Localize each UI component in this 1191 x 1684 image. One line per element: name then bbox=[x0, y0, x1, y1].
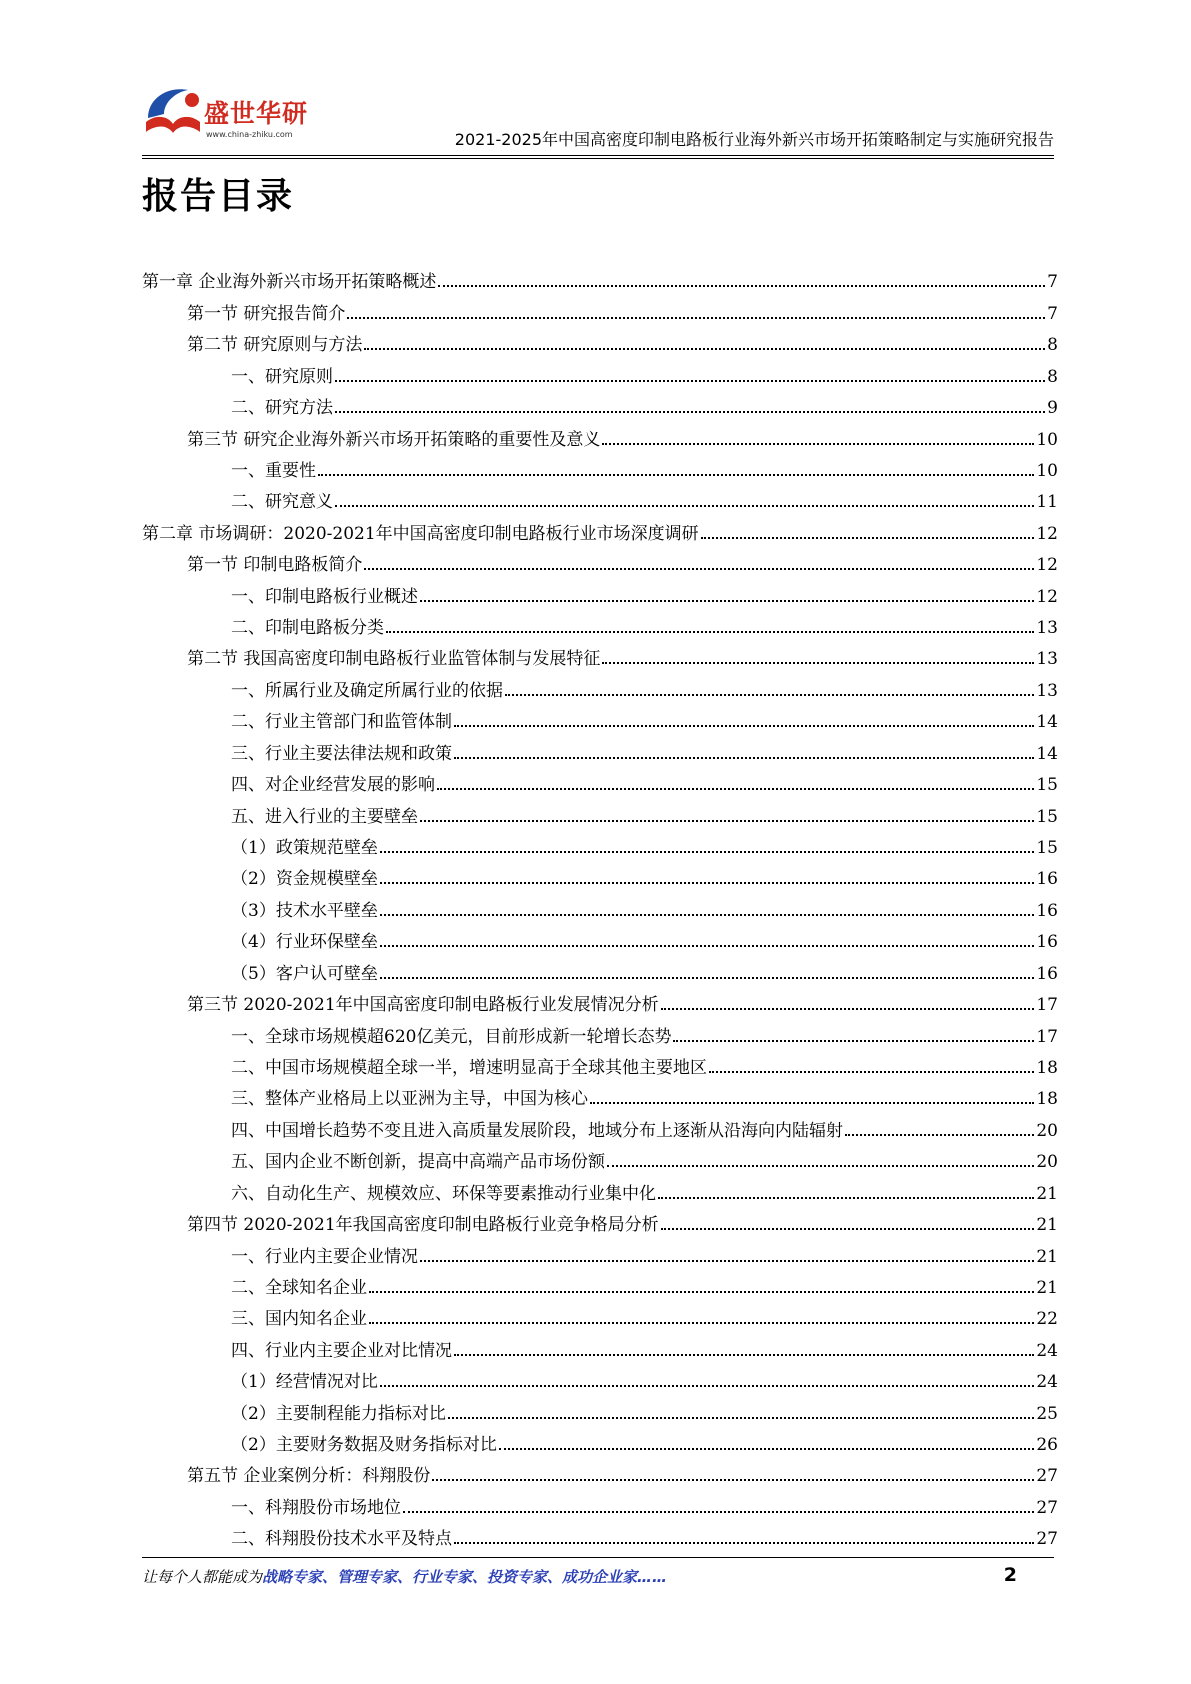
toc-dot-leader bbox=[369, 1291, 1034, 1293]
toc-entry[interactable] bbox=[142, 576, 1058, 607]
toc-entry-label: 第二节 我国高密度印制电路板行业监管体制与发展特征 bbox=[187, 649, 601, 670]
toc-entry-page: 21 bbox=[1036, 1246, 1058, 1267]
toc-entry[interactable] bbox=[142, 1016, 1058, 1047]
toc-entry-label: 二、研究方法 bbox=[231, 398, 333, 419]
toc-entry-page: 11 bbox=[1036, 492, 1058, 513]
toc-entry[interactable] bbox=[142, 733, 1058, 764]
toc-entry[interactable] bbox=[142, 1048, 1058, 1079]
page-footer bbox=[142, 1566, 1054, 1592]
toc-entry-label: 一、科翔股份市场地位 bbox=[231, 1497, 401, 1518]
toc-dot-leader bbox=[590, 1102, 1034, 1104]
logo-brand-name: 盛世华研 bbox=[204, 99, 309, 128]
header-divider-thin bbox=[142, 158, 1054, 159]
toc-entry-page: 15 bbox=[1036, 775, 1058, 796]
toc-entry[interactable] bbox=[142, 608, 1058, 639]
page-header bbox=[142, 80, 1054, 152]
toc-entry[interactable] bbox=[142, 356, 1058, 387]
toc-entry-page: 10 bbox=[1036, 429, 1058, 450]
toc-entry-page: 16 bbox=[1036, 900, 1058, 921]
toc-entry-page: 8 bbox=[1047, 335, 1058, 356]
toc-entry-page: 26 bbox=[1036, 1435, 1058, 1456]
toc-entry-label: 五、国内企业不断创新，提高中高端产品市场份额 bbox=[231, 1152, 605, 1173]
toc-entry-page: 14 bbox=[1036, 743, 1058, 764]
toc-dot-leader bbox=[438, 285, 1045, 287]
toc-entry[interactable] bbox=[142, 1425, 1058, 1456]
toc-entry[interactable] bbox=[142, 388, 1058, 419]
toc-entry-label: 第三节 研究企业海外新兴市场开拓策略的重要性及意义 bbox=[187, 429, 601, 450]
toc-entry-page: 7 bbox=[1047, 303, 1058, 324]
toc-entry-label: （3）技术水平壁垒 bbox=[231, 900, 378, 921]
toc-entry[interactable] bbox=[142, 1173, 1058, 1204]
logo-website: www.china-zhiku.com bbox=[206, 130, 293, 139]
toc-dot-leader bbox=[380, 851, 1035, 853]
toc-entry[interactable] bbox=[142, 262, 1058, 293]
toc-entry[interactable] bbox=[142, 1079, 1058, 1110]
toc-entry-label: 第四节 2020-2021年我国高密度印制电路板行业竞争格局分析 bbox=[187, 1215, 659, 1236]
toc-dot-leader bbox=[380, 914, 1035, 916]
toc-dot-leader bbox=[335, 411, 1045, 413]
toc-entry-page: 10 bbox=[1036, 460, 1058, 481]
toc-entry-page: 13 bbox=[1036, 680, 1058, 701]
toc-dot-leader bbox=[499, 1448, 1035, 1450]
toc-dot-leader bbox=[380, 882, 1035, 884]
toc-entry[interactable] bbox=[142, 1393, 1058, 1424]
toc-entry-page: 27 bbox=[1036, 1529, 1058, 1550]
toc-heading: 报告目录 bbox=[142, 176, 295, 217]
company-logo bbox=[142, 80, 332, 144]
toc-entry-label: 三、国内知名企业 bbox=[231, 1309, 367, 1330]
toc-dot-leader bbox=[454, 1354, 1034, 1356]
toc-entry[interactable] bbox=[142, 482, 1058, 513]
toc-entry-label: 二、科翔股份技术水平及特点 bbox=[231, 1529, 452, 1550]
toc-entry[interactable] bbox=[142, 765, 1058, 796]
toc-entry[interactable] bbox=[142, 293, 1058, 324]
toc-dot-leader bbox=[709, 1071, 1034, 1073]
toc-entry-page: 24 bbox=[1036, 1372, 1058, 1393]
table-of-contents bbox=[142, 262, 1058, 1550]
toc-entry-label: （2）主要制程能力指标对比 bbox=[231, 1403, 446, 1424]
toc-dot-leader bbox=[420, 1260, 1034, 1262]
toc-dot-leader bbox=[380, 945, 1035, 947]
toc-entry[interactable] bbox=[142, 670, 1058, 701]
toc-dot-leader bbox=[602, 662, 1034, 664]
toc-entry-label: 一、重要性 bbox=[231, 460, 316, 481]
toc-entry-page: 20 bbox=[1036, 1152, 1058, 1173]
toc-entry-label: 第一节 印制电路板简介 bbox=[187, 555, 363, 576]
toc-entry-page: 27 bbox=[1036, 1466, 1058, 1487]
toc-entry-label: 二、全球知名企业 bbox=[231, 1277, 367, 1298]
toc-entry-page: 21 bbox=[1036, 1183, 1058, 1204]
toc-entry[interactable] bbox=[142, 1487, 1058, 1518]
report-title: 2021-2025年中国高密度印制电路板行业海外新兴市场开拓策略制定与实施研究报告 bbox=[454, 130, 1054, 149]
toc-dot-leader bbox=[347, 317, 1045, 319]
toc-entry-label: 一、所属行业及确定所属行业的依据 bbox=[231, 680, 503, 701]
toc-entry[interactable] bbox=[142, 1362, 1058, 1393]
toc-entry-label: 二、研究意义 bbox=[231, 492, 333, 513]
toc-entry-label: （1）经营情况对比 bbox=[231, 1372, 378, 1393]
toc-entry[interactable] bbox=[142, 796, 1058, 827]
toc-dot-leader bbox=[673, 1040, 1034, 1042]
toc-entry[interactable] bbox=[142, 1142, 1058, 1173]
page-number: 2 bbox=[1003, 1564, 1017, 1586]
toc-entry-page: 25 bbox=[1036, 1403, 1058, 1424]
toc-entry-label: 四、对企业经营发展的影响 bbox=[231, 775, 435, 796]
toc-entry[interactable] bbox=[142, 702, 1058, 733]
toc-entry[interactable] bbox=[142, 922, 1058, 953]
toc-entry-label: 二、中国市场规模超全球一半，增速明显高于全球其他主要地区 bbox=[231, 1057, 707, 1078]
toc-entry[interactable] bbox=[142, 451, 1058, 482]
toc-dot-leader bbox=[335, 505, 1034, 507]
toc-dot-leader bbox=[661, 1228, 1035, 1230]
toc-dot-leader bbox=[454, 1542, 1034, 1544]
toc-entry[interactable] bbox=[142, 1519, 1058, 1550]
toc-entry-label: 一、印制电路板行业概述 bbox=[231, 586, 418, 607]
toc-entry-page: 7 bbox=[1047, 272, 1058, 293]
toc-dot-leader bbox=[505, 694, 1034, 696]
toc-entry-label: 六、自动化生产、规模效应、环保等要素推动行业集中化 bbox=[231, 1183, 656, 1204]
toc-entry-page: 12 bbox=[1036, 523, 1058, 544]
toc-entry[interactable] bbox=[142, 1205, 1058, 1236]
toc-dot-leader bbox=[701, 537, 1035, 539]
toc-entry-page: 18 bbox=[1036, 1057, 1058, 1078]
toc-entry-label: 三、行业主要法律法规和政策 bbox=[231, 743, 452, 764]
toc-entry-label: （5）客户认可壁垒 bbox=[231, 963, 378, 984]
toc-dot-leader bbox=[420, 600, 1034, 602]
toc-dot-leader bbox=[364, 568, 1034, 570]
toc-dot-leader bbox=[845, 1134, 1034, 1136]
toc-entry[interactable] bbox=[142, 545, 1058, 576]
toc-entry-label: 第一节 研究报告简介 bbox=[187, 303, 346, 324]
footer-slogan-roles: 战略专家、管理专家、行业专家、投资专家、成功企业家…… bbox=[262, 1568, 668, 1586]
toc-dot-leader bbox=[602, 443, 1034, 445]
toc-entry[interactable] bbox=[142, 639, 1058, 670]
toc-entry[interactable] bbox=[142, 985, 1058, 1016]
toc-entry-label: 一、行业内主要企业情况 bbox=[231, 1246, 418, 1267]
toc-entry-page: 15 bbox=[1036, 806, 1058, 827]
toc-entry-label: 四、行业内主要企业对比情况 bbox=[231, 1340, 452, 1361]
toc-dot-leader bbox=[454, 757, 1034, 759]
toc-entry-page: 20 bbox=[1036, 1120, 1058, 1141]
toc-entry-label: 五、进入行业的主要壁垒 bbox=[231, 806, 418, 827]
toc-entry[interactable] bbox=[142, 1236, 1058, 1267]
toc-entry[interactable] bbox=[142, 1110, 1058, 1141]
toc-dot-leader bbox=[454, 725, 1034, 727]
toc-dot-leader bbox=[661, 1008, 1035, 1010]
toc-entry-page: 27 bbox=[1036, 1497, 1058, 1518]
toc-entry[interactable] bbox=[142, 513, 1058, 544]
toc-entry-page: 18 bbox=[1036, 1089, 1058, 1110]
toc-dot-leader bbox=[432, 1479, 1034, 1481]
toc-entry-label: 第一章 企业海外新兴市场开拓策略概述 bbox=[142, 272, 437, 293]
toc-entry-page: 16 bbox=[1036, 869, 1058, 890]
toc-dot-leader bbox=[318, 474, 1034, 476]
toc-entry-page: 14 bbox=[1036, 712, 1058, 733]
toc-dot-leader bbox=[658, 1197, 1034, 1199]
toc-dot-leader bbox=[369, 1322, 1034, 1324]
toc-entry-page: 21 bbox=[1036, 1277, 1058, 1298]
toc-entry-page: 15 bbox=[1036, 838, 1058, 859]
toc-entry[interactable] bbox=[142, 1456, 1058, 1487]
toc-dot-leader bbox=[335, 380, 1045, 382]
toc-entry[interactable] bbox=[142, 1299, 1058, 1330]
toc-dot-leader bbox=[420, 820, 1034, 822]
toc-entry-label: （2）资金规模壁垒 bbox=[231, 869, 378, 890]
toc-entry[interactable] bbox=[142, 1330, 1058, 1361]
toc-entry-page: 9 bbox=[1047, 398, 1058, 419]
toc-entry-label: 三、整体产业格局上以亚洲为主导，中国为核心 bbox=[231, 1089, 588, 1110]
toc-entry[interactable] bbox=[142, 325, 1058, 356]
toc-entry-label: 第二节 研究原则与方法 bbox=[187, 335, 363, 356]
toc-entry-label: 第二章 市场调研：2020-2021年中国高密度印制电路板行业市场深度调研 bbox=[142, 523, 699, 544]
toc-entry-label: （1）政策规范壁垒 bbox=[231, 838, 378, 859]
toc-entry-page: 13 bbox=[1036, 649, 1058, 670]
toc-entry-page: 16 bbox=[1036, 963, 1058, 984]
toc-entry-page: 17 bbox=[1036, 1026, 1058, 1047]
toc-entry[interactable] bbox=[142, 828, 1058, 859]
toc-entry-page: 8 bbox=[1047, 366, 1058, 387]
toc-dot-leader bbox=[403, 1511, 1034, 1513]
toc-entry-label: 第五节 企业案例分析：科翔股份 bbox=[187, 1466, 431, 1487]
toc-entry-label: 一、全球市场规模超620亿美元，目前形成新一轮增长态势 bbox=[231, 1026, 672, 1047]
toc-entry[interactable] bbox=[142, 890, 1058, 921]
toc-entry-page: 16 bbox=[1036, 932, 1058, 953]
footer-slogan-prefix: 让每个人都能成为 bbox=[142, 1568, 263, 1586]
toc-entry-label: 一、研究原则 bbox=[231, 366, 333, 387]
toc-dot-leader bbox=[607, 1165, 1034, 1167]
toc-dot-leader bbox=[380, 977, 1035, 979]
toc-dot-leader bbox=[448, 1417, 1035, 1419]
toc-entry-page: 12 bbox=[1036, 586, 1058, 607]
toc-entry-page: 12 bbox=[1036, 555, 1058, 576]
toc-entry-page: 24 bbox=[1036, 1340, 1058, 1361]
toc-entry[interactable] bbox=[142, 953, 1058, 984]
toc-dot-leader bbox=[437, 788, 1034, 790]
toc-entry-page: 13 bbox=[1036, 618, 1058, 639]
toc-entry-label: 第三节 2020-2021年中国高密度印制电路板行业发展情况分析 bbox=[187, 995, 659, 1016]
toc-entry-label: （2）主要财务数据及财务指标对比 bbox=[231, 1435, 497, 1456]
toc-dot-leader bbox=[364, 348, 1045, 350]
toc-entry-page: 22 bbox=[1036, 1309, 1058, 1330]
toc-entry[interactable] bbox=[142, 419, 1058, 450]
toc-entry-page: 21 bbox=[1036, 1215, 1058, 1236]
toc-entry-label: 四、中国增长趋势不变且进入高质量发展阶段，地域分布上逐渐从沿海向内陆辐射 bbox=[231, 1120, 843, 1141]
footer-divider bbox=[142, 1557, 1054, 1558]
toc-dot-leader bbox=[386, 631, 1034, 633]
toc-entry[interactable] bbox=[142, 1268, 1058, 1299]
toc-entry-label: 二、行业主管部门和监管体制 bbox=[231, 712, 452, 733]
toc-entry-page: 17 bbox=[1036, 995, 1058, 1016]
toc-entry-label: 二、印制电路板分类 bbox=[231, 618, 384, 639]
header-divider bbox=[142, 155, 1054, 156]
toc-entry-label: （4）行业环保壁垒 bbox=[231, 932, 378, 953]
toc-entry[interactable] bbox=[142, 859, 1058, 890]
logo-mark-icon bbox=[142, 80, 204, 144]
toc-dot-leader bbox=[380, 1385, 1035, 1387]
